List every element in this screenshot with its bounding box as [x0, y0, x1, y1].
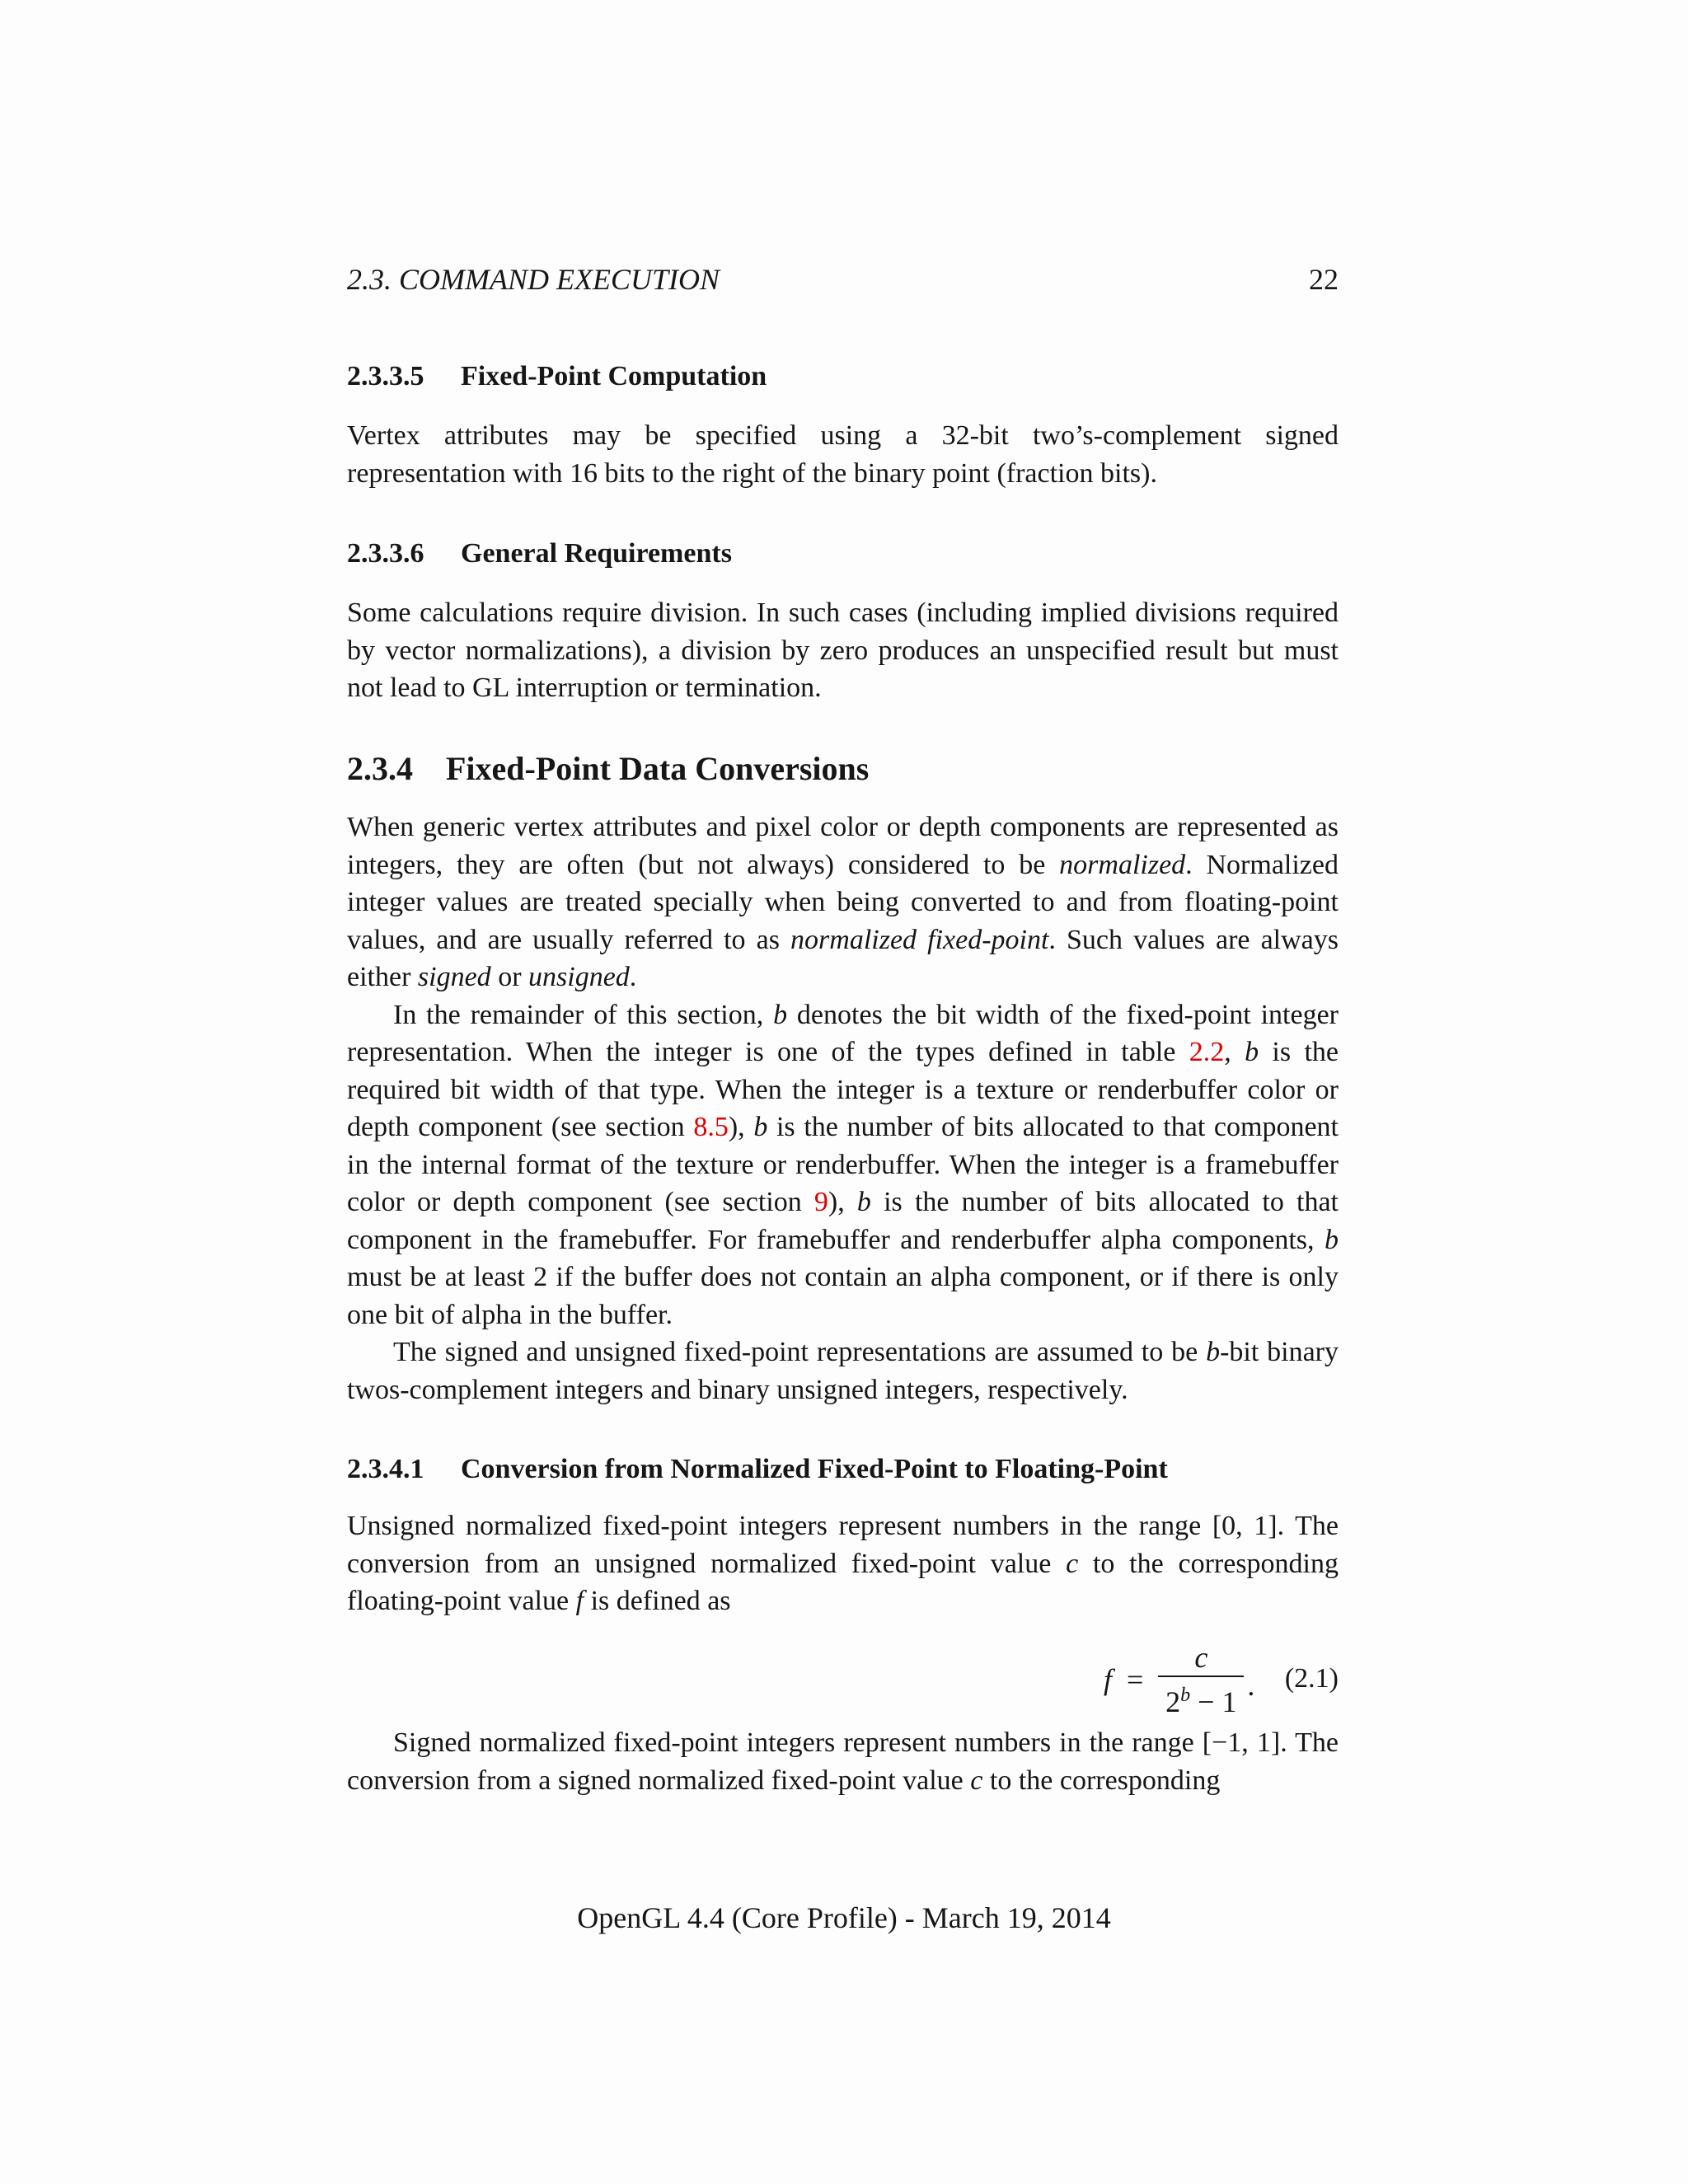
heading-title: General Requirements: [461, 538, 732, 569]
fraction-denominator: $2^b - 1$: [1165, 1685, 1237, 1718]
heading-title: Fixed-Point Computation: [461, 361, 767, 391]
emphasis: normalized fixed-point: [790, 924, 1049, 955]
running-header: [347, 257, 1339, 302]
math-var-b: b: [856, 1187, 871, 1217]
heading-2-3-4-1: [347, 1451, 1168, 1488]
math-var-b: b: [1206, 1337, 1221, 1367]
math-range: [0, 1]: [1212, 1511, 1278, 1541]
paragraph-1: Unsigned normalized fixed-point integers represent numbers in the range [0, 1]. The conversion from an unsigned normalized fixed-point value c to the corresponding floating-point value f is defined as: [347, 1511, 1339, 1616]
section-2-3-3-5-body: [347, 417, 1339, 492]
section-2-3-4-1-continued: [347, 1724, 1339, 1799]
equals-sign: =: [1127, 1663, 1144, 1696]
math-range: [−1, 1]: [1202, 1727, 1281, 1758]
equation-body: [1104, 1640, 1254, 1719]
math-var-b: b: [1245, 1037, 1259, 1067]
page-footer: OpenGL 4.4 (Core Profile) - March 19, 2014: [577, 1901, 1111, 1934]
page-number: 22: [1309, 263, 1339, 296]
paragraph-2: In the remainder of this section, b denotes the bit width of the fixed-point integer representation. When the integer is one of the types defined in table 2.2, b is the required bit width of that type. When the integer is a texture or renderbuffer color or depth component (see section 8.5), b is the number of bits allocated to that component in the internal format of the texture or renderbuffer. When the integer is a framebuffer color or depth component (see section 9), b is the number of bits allocated to that component in the framebuffer. For framebuffer and renderbuffer alpha components, b must be at least 2 if the buffer does not contain an alpha component, or if there is only one bit of alpha in the buffer.: [347, 999, 1339, 1330]
math-var-c: c: [970, 1765, 983, 1796]
section-ref-link[interactable]: 9: [814, 1187, 828, 1217]
equation-number: (2.1): [1284, 1663, 1339, 1694]
running-header-section: 2.3. COMMAND EXECUTION: [347, 263, 720, 296]
math-var-b: b: [1325, 1224, 1339, 1255]
equation-2-1: [347, 1640, 1339, 1719]
math-var-f: f: [575, 1586, 584, 1616]
table-ref-link[interactable]: 2.2: [1189, 1037, 1225, 1067]
math-var-b: b: [773, 999, 788, 1030]
heading-number: 2.3.4: [347, 750, 413, 787]
heading-2-3-4: [347, 747, 869, 791]
paragraph: Vertex attributes may be specified using a 32-bit two’s-complement signed representation with 16 bits to the right of the binary point (fraction bits).: [347, 420, 1339, 489]
paragraph: Some calculations require division. In such cases (including implied divisions required by vector normalizations), a division by zero produces an unspecified result but must not lead to GL interruption or termination.: [347, 598, 1339, 703]
emphasis: signed: [417, 962, 491, 992]
paragraph-2: Signed normalized fixed-point integers represent numbers in the range [−1, 1]. The conversion from a signed normalized fixed-point value c to the corresponding: [347, 1727, 1339, 1796]
heading-number: 2.3.3.6: [347, 538, 424, 569]
math-var-b: b: [753, 1112, 768, 1142]
heading-title: Fixed-Point Data Conversions: [446, 750, 870, 787]
section-ref-link[interactable]: 8.5: [693, 1112, 729, 1142]
section-2-3-4-1-body: [347, 1507, 1339, 1620]
math-var-c: c: [1066, 1548, 1079, 1579]
heading-number: 2.3.3.5: [347, 361, 424, 391]
fraction-numerator: c: [1194, 1641, 1208, 1674]
section-2-3-4-body: [347, 808, 1339, 1408]
heading-title: Conversion from Normalized Fixed-Point to Floating-Point: [461, 1454, 1168, 1484]
heading-number: 2.3.4.1: [347, 1454, 424, 1484]
equation-period: .: [1247, 1669, 1255, 1702]
heading-2-3-3-6: [347, 535, 732, 573]
paragraph-3: The signed and unsigned fixed-point representations are assumed to be b-bit binary twos-complement integers and binary unsigned integers, respectively.: [347, 1337, 1339, 1405]
fraction: [1158, 1639, 1244, 1720]
emphasis: normalized: [1059, 849, 1186, 880]
equation-lhs: f: [1104, 1663, 1113, 1696]
paragraph-1: When generic vertex attributes and pixel color or depth components are represented as integers, they are often (but not always) considered to be normalized. Normalized integer values are treated specially when being converted to and from floating-point values, and are usually referred to as normalized fixed-point. Such values are always either signed or unsigned.: [347, 812, 1339, 992]
emphasis: unsigned: [528, 962, 630, 992]
heading-2-3-3-5: [347, 358, 767, 396]
section-2-3-3-6-body: [347, 594, 1339, 707]
